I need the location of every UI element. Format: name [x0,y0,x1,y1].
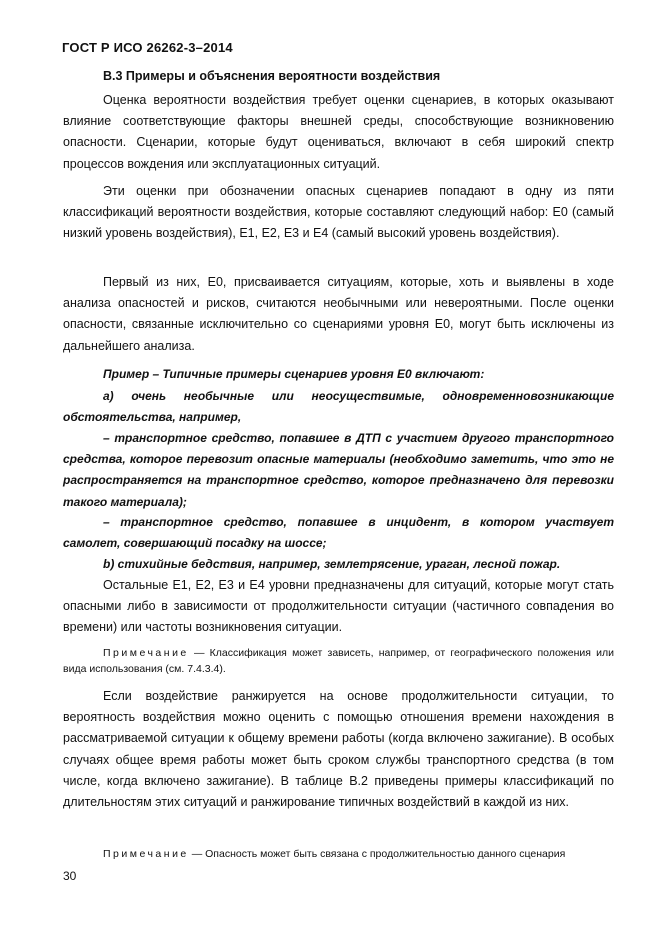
paragraph-3: Первый из них, Е0, присваивается ситуациям, которые, хоть и выявлены в ходе анализа опасностей и рисков, считаются необычными или невероятными. После оценки опасности, связанные исключительно со сценариями уровня Е0, могут быть исключены из дальнейшего анализа. [63,275,614,353]
example-dash-item-2: – транспортное средство, попавшее в инцидент, в котором участвует самолет, совершающий посадку на шоссе; [63,515,614,551]
example-item-a: а) очень необычные или неосуществимые, одновременновозникающие обстоятельства, например, [63,389,614,425]
paragraph-4: Остальные Е1, Е2, Е3 и Е4 уровни предназначены для ситуаций, которые могут стать опасными либо в зависимости от продолжительности ситуации (частичного совпадения во времени) или частоты возникновения ситуации. [63,578,614,635]
note-text: — Классификация может зависеть, например, от географического положения или вида использования (см. 7.4.3.4). [63,647,614,675]
example-item-b: b) стихийные бедствия, например, землетрясение, ураган, лесной пожар. [103,557,561,571]
note-text: — Опасность может быть связана с продолжительностью данного сценария [191,848,566,860]
paragraph-2: Эти оценки при обозначении опасных сценариев попадают в одну из пяти классификаций вероятности воздействия, которые составляют следующий набор: Е0 (самый низкий уровень воздействия), Е1, Е2, Е3 и Е4 (самый высокий уровень воздействия). [63,184,614,241]
note-1 [63,645,614,677]
standard-header: ГОСТ Р ИСО 26262-3–2014 [62,40,233,55]
example-dash-item-1: – транспортное средство, попавшее в ДТП с участием другого транспортного средства, которое перевозит опасные материалы (необходимо заметить, что это не распространяется на транспортное средство, которое предназначено для перевозки такого материала); [63,431,614,509]
note-label: Примечание [103,647,189,659]
page-number: 30 [63,869,77,883]
example-intro: Пример – Типичные примеры сценариев уровня Е0 включают: [103,367,485,381]
section-title: В.3 Примеры и объяснения вероятности воздействия [103,69,441,83]
paragraph-5: Если воздействие ранжируется на основе продолжительности ситуации, то вероятность воздействия можно оценить с помощью отношения времени нахождения в рассматриваемой ситуации к общему времени работы (когда включено зажигание). В особых случаях общее время работы может быть сроком службы транспортного средства (в том числе, когда включено зажигание). В таблице В.2 приведены примеры классификаций по длительностям этих ситуаций и ранжирование типичных воздействий в каждой из них. [63,689,614,810]
note-2 [63,846,614,862]
paragraph-1: Оценка вероятности воздействия требует оценки сценариев, в которых оказывают влияние соответствующие факторы внешней среды, способствующие возникновению опасности. Сценарии, которые будут оцениваться, включают в себя широкий спектр процессов вождения или эксплуатационных ситуаций. [63,93,614,171]
note-label: Примечание [103,848,189,860]
